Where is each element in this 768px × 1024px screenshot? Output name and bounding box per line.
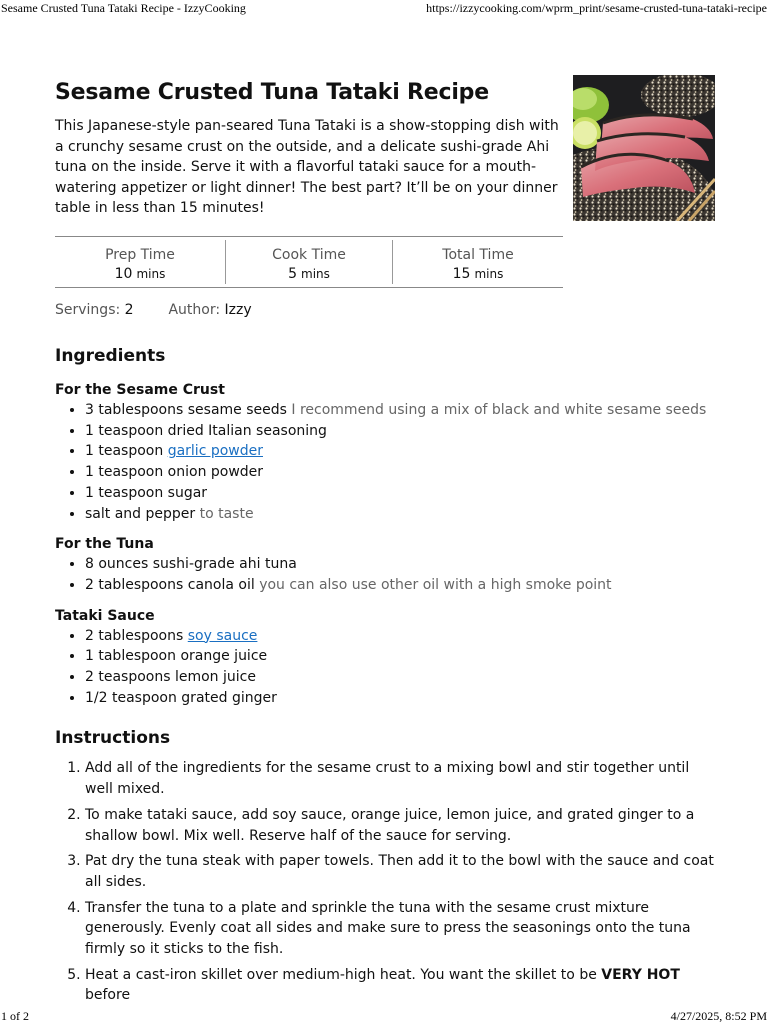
instruction-step: 2. To make tataki sauce, add soy sauce, orange juice, lemon juice, and grated ginger to a shallow bowl. Mix well. Reserve half of the sauce for serving. <box>85 805 715 846</box>
print-page-title: Sesame Crusted Tuna Tataki Recipe - IzzyCooking <box>1 1 246 15</box>
author-label: Author: <box>168 302 221 318</box>
instructions-heading: Instructions <box>55 728 171 749</box>
recipe-times <box>55 236 563 288</box>
ingredient-notes: to taste <box>199 505 254 522</box>
ingredient-text: 1 teaspoon dried Italian seasoning <box>85 422 327 439</box>
cook-time-value: 5 <box>288 266 298 282</box>
ingredient-item <box>85 575 715 596</box>
print-url: https://izzycooking.com/wprm_print/sesame-crusted-tuna-tataki-recipe <box>426 1 767 15</box>
ingredient-item <box>85 626 715 647</box>
prep-time-label: Prep Time <box>105 247 175 263</box>
total-time-value: 15 <box>452 266 471 282</box>
soy-sauce-link[interactable]: soy sauce <box>187 627 258 644</box>
ingredient-item <box>85 483 715 504</box>
prep-time-unit: mins <box>136 267 166 281</box>
ingredient-text: salt and pepper <box>85 505 196 522</box>
ingredient-item <box>85 462 715 483</box>
ingredient-text: 2 tablespoons canola oil <box>85 576 255 593</box>
total-time <box>392 240 563 284</box>
ingredient-list <box>55 554 715 595</box>
prep-time <box>55 240 225 284</box>
instruction-step: 3. Pat dry the tuna steak with paper towels. Then add it to the bowl with the sauce and coat all sides. <box>85 851 715 892</box>
summary-column <box>55 76 563 221</box>
ingredient-group-crust <box>55 380 715 524</box>
ingredient-text: 2 tablespoons <box>85 627 184 644</box>
recipe-title: Sesame Crusted Tuna Tataki Recipe <box>55 80 489 105</box>
servings-value: 2 <box>124 302 134 318</box>
instruction-emphasis: VERY HOT <box>601 966 680 983</box>
ingredient-notes: I recommend using a mix of black and white sesame seeds <box>291 402 707 418</box>
instruction-step <box>85 965 715 1006</box>
recipe-summary: This Japanese-style pan-seared Tuna Tataki is a show-stopping dish with a crunchy sesame crust on the outside, and a delicate sushi-grade Ahi tuna on the inside. Serve it with a flavorful tataki sauce for a mouth-watering appetizer or light dinner! The best part? It’ll be on your dinner table in less than 15 minutes! <box>55 118 559 216</box>
ingredient-text: 1 teaspoon <box>85 443 164 460</box>
ingredient-group-heading: Tataki Sauce <box>55 607 155 624</box>
ingredient-item <box>85 441 715 462</box>
print-footer <box>0 1008 768 1024</box>
servings-label: Servings: <box>55 302 121 318</box>
print-datetime: 4/27/2025, 8:52 PM <box>670 1009 767 1023</box>
instruction-step: 4. Transfer the tuna to a plate and sprinkle the tuna with the sesame crust mixture generously. Evenly coat all sides and make sure to press the seasonings onto the tuna firmly so it sticks to the fish. <box>85 898 715 960</box>
cook-time-value-row <box>226 264 392 284</box>
print-header <box>0 0 768 16</box>
recipe-card <box>55 76 715 1011</box>
ingredient-item <box>85 667 715 688</box>
cook-time <box>225 240 392 284</box>
ingredient-text: 1/2 teaspoon grated ginger <box>85 689 277 706</box>
garlic-powder-link[interactable]: garlic powder <box>167 443 263 460</box>
ingredient-group-sauce <box>55 606 715 709</box>
ingredient-group-tuna <box>55 534 715 595</box>
cook-time-unit: mins <box>301 267 330 281</box>
instruction-list <box>55 758 715 1006</box>
recipe-header <box>55 76 715 221</box>
ingredient-list <box>55 626 715 709</box>
total-time-unit: mins <box>474 267 504 281</box>
recipe-image <box>573 75 715 221</box>
ingredient-list <box>55 400 715 524</box>
ingredient-text: 3 tablespoons sesame seeds <box>85 402 287 418</box>
ingredient-item <box>85 421 715 442</box>
ingredient-text: 2 teaspoons lemon juice <box>85 669 256 686</box>
prep-time-value-row <box>55 264 225 284</box>
recipe-meta <box>55 300 715 320</box>
ingredients-heading: Ingredients <box>55 346 166 366</box>
ingredient-item <box>85 504 715 525</box>
ingredient-text: 1 teaspoon onion powder <box>85 464 264 481</box>
ingredient-group-heading: For the Sesame Crust <box>55 382 225 398</box>
ingredient-text: 1 tablespoon orange juice <box>85 648 268 665</box>
total-time-label: Total Time <box>442 247 514 263</box>
ingredient-text: 8 ounces sushi-grade ahi tuna <box>85 556 297 573</box>
cook-time-label: Cook Time <box>272 247 346 263</box>
author-value: Izzy <box>224 302 252 318</box>
ingredient-notes: you can also use other oil with a high smoke point <box>259 576 612 593</box>
ingredient-group-heading: For the Tuna <box>55 536 154 553</box>
instruction-step: 1. Add all of the ingredients for the sesame crust to a mixing bowl and stir together until well mixed. <box>85 758 715 799</box>
prep-time-value: 10 <box>114 266 133 282</box>
ingredient-item <box>85 554 715 575</box>
ingredient-item <box>85 400 715 421</box>
instruction-text-after: before <box>85 987 131 1004</box>
print-page-number: 1 of 2 <box>1 1009 29 1023</box>
ingredient-item <box>85 688 715 709</box>
ingredient-text: 1 teaspoon sugar <box>85 484 208 501</box>
total-time-value-row <box>393 264 563 284</box>
ingredient-item <box>85 646 715 667</box>
instruction-text: Heat a cast-iron skillet over medium-high heat. You want the skillet to be <box>85 966 597 983</box>
